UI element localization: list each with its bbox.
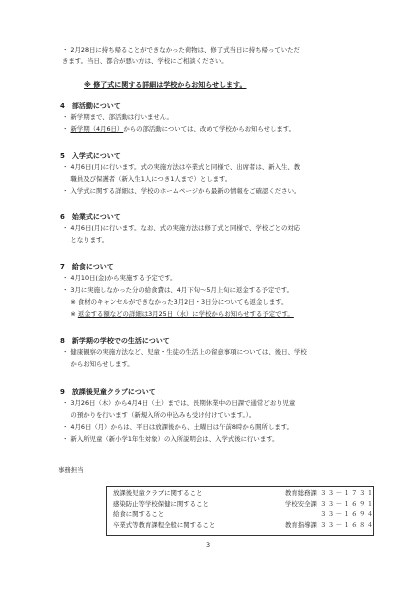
section-7-line-1: ・ 4月10日(金)から実施する予定です。 <box>62 274 177 282</box>
section-8-line-2: からお知らせします。 <box>62 360 134 368</box>
contact-dept: 学校安全課 <box>285 499 317 508</box>
section-5-heading <box>60 151 121 161</box>
contact-ext: ３３－１６９４ <box>320 510 375 518</box>
section-9-line-3: ・ 4月6日（月）からは、平日は放課後から、土曜日は午前8時から開所します。 <box>62 423 293 431</box>
section-4-line-1: ・ 新学期まで、部活動は行いません。 <box>62 113 173 121</box>
contact-dept: 教育指導課 <box>285 520 317 529</box>
contact-topic: 卒業式等教育課程全般に関すること <box>113 520 216 529</box>
section-4-heading <box>60 101 121 111</box>
contact-box <box>106 486 374 536</box>
notice-text: ※ 修了式に関する詳細は学校からお知らせします。 <box>84 81 247 89</box>
section-title: 部活動について <box>71 102 121 110</box>
section-title: 給食について <box>71 263 114 271</box>
section-7-line-2: ・ 3月に実施しなかった分の給食費は、4月下旬～5月上旬に返金する予定です。 <box>62 286 293 294</box>
section-number: 4 <box>60 102 65 110</box>
contact-topic: 感染防止等学校保健に関すること <box>113 499 209 508</box>
contact-heading: 事務担当 <box>58 466 84 474</box>
section-9-heading <box>60 387 156 397</box>
contact-topic: 放課後児童クラブに関すること <box>113 489 203 497</box>
intro-line-1: ・ 2月28日に持ち帰ることができなかった荷物は、修了式当日に持ち帰っていただ <box>62 46 300 54</box>
section-7-line-4: ※ 返金する額などの詳細は3月25日（水）に学校からお知らせする予定です。 <box>62 310 294 318</box>
contact-dept: 教育総務課 <box>285 489 317 497</box>
section-number: 7 <box>60 263 65 271</box>
section-number: 5 <box>60 152 65 160</box>
intro-line-2: きます。当日、都合が悪い方は、学校にご相談ください。 <box>62 57 228 65</box>
contact-ext: ３３－１６８４ <box>320 520 375 529</box>
section-7-heading <box>60 262 114 272</box>
section-number: 9 <box>60 388 65 396</box>
section-5-line-1: ・ 4月6日(月)に行います。式の実施方法は卒業式と同様で、出席者は、新入生、教 <box>62 163 301 171</box>
page-number: 3 <box>206 541 211 549</box>
section-number: 6 <box>60 213 65 221</box>
contact-ext: ３３－１７３１ <box>320 489 375 497</box>
section-5-line-3: ・ 入学式に関する詳細は、学校のホームページから最新の情報をご確認ください。 <box>62 187 301 195</box>
section-4-line-2: ・ 新学期（4月6日）からの部活動については、改めて学校からお知らせします。 <box>62 125 296 133</box>
section-title: 始業式について <box>71 213 121 221</box>
section-9-line-2: の預かりを行います（新規入所の申込みも受け付けています。）。 <box>62 411 256 419</box>
section-7-line-3: ※ 食材のキャンセルができなかった3月2日・3日分についても返金します。 <box>62 298 288 306</box>
section-8-heading <box>60 336 170 346</box>
section-5-line-2: 職員及び保護者（新入生1人につき1人まで）とします。 <box>62 175 232 183</box>
section-6-line-2: となります。 <box>62 236 109 244</box>
section-6-heading <box>60 212 121 222</box>
contact-topic: 給食に関すること <box>113 510 165 518</box>
section-9-line-4: ・ 新入所児童（新小学1年生対象）の入所説明会は、入学式後に行います。 <box>62 435 279 443</box>
contact-ext: ３３－１６９１ <box>320 499 375 508</box>
section-title: 新学期の学校での生活について <box>71 337 170 345</box>
section-title: 放課後児童クラブについて <box>71 388 156 396</box>
section-6-line-1: ・ 4月6日(月)に行います。なお、式の実施方法は修了式と同様で、学校ごとの対応 <box>62 224 301 232</box>
section-9-line-1: ・ 3月26日（木）から4月4日（土）までは、長期休業中の日課で通常どおり児童 <box>62 399 296 407</box>
section-number: 8 <box>60 337 65 345</box>
section-8-line-1: ・ 健康観察の実施方法など、児童・生徒の生活上の留意事項については、後日、学校 <box>62 348 307 356</box>
section-title: 入学式について <box>71 152 121 160</box>
